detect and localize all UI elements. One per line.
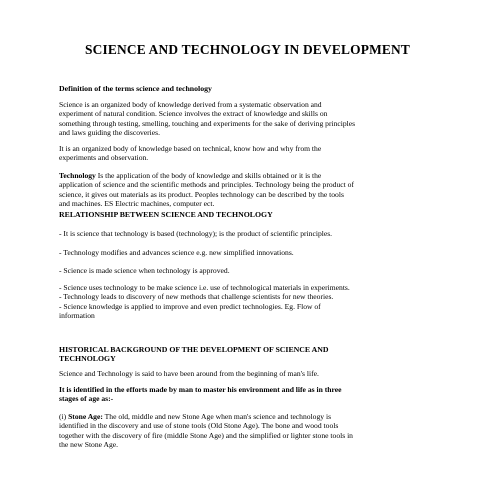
text-line: and machines. ES Electric machines, computer ect.: [59, 199, 215, 209]
text-line: It is an organized body of knowledge based on technical, know how and why from the: [59, 144, 322, 153]
relationship-heading: RELATIONSHIP BETWEEN SCIENCE AND TECHNOLOGY: [59, 210, 273, 219]
historical-heading: [59, 345, 441, 364]
list-item: - It is science that technology is based (technology); is the product of scientific principles.: [59, 229, 333, 238]
text-line: application of science and the scientific methods and principles. Technology being the product of: [59, 180, 354, 190]
paragraph-technology-definition: [59, 171, 441, 209]
text-line: experiment of natural condition. Science involves the extract of knowledge and skills on: [59, 109, 328, 119]
definition-heading: Definition of the terms science and technology: [59, 84, 212, 93]
text-line: and laws guiding the discoveries.: [59, 128, 161, 138]
text-line: science, it gives out materials as its product. Peoples technology can be described by the tools: [59, 189, 344, 199]
list-item: - Technology modifies and advances science e.g. new simplified innovations.: [59, 248, 294, 257]
stone-age-term: Stone Age:: [68, 412, 103, 421]
text-line: Is the application of the body of knowledge and skills obtained or it is the: [95, 171, 322, 180]
text-line: Science is an organized body of knowledge derived from a systematic observation and: [59, 100, 322, 109]
text-line: It is identified in the efforts made by man to master his environment and life as in three: [59, 385, 342, 394]
heading-line: TECHNOLOGY: [59, 354, 116, 364]
bold-paragraph: [59, 385, 441, 404]
text-line: The old, middle and new Stone Age when man's science and technology is: [102, 412, 332, 421]
heading-line: HISTORICAL BACKGROUND OF THE DEVELOPMENT OF SCIENCE AND: [59, 345, 329, 354]
text-line: stages of age as:-: [59, 394, 114, 404]
paragraph-stone-age: [59, 412, 441, 450]
page-title: SCIENCE AND TECHNOLOGY IN DEVELOPMENT: [84, 42, 411, 57]
list-item: - Technology leads to discovery of new methods that challenge scientists for new theories.: [59, 292, 334, 302]
text-line: identified in the discovery and use of stone tools (Old Stone Age). The bone and wood tools: [59, 421, 339, 431]
list-item: - Science is made science when technology is approved.: [59, 266, 230, 275]
paragraph-history: Science and Technology is said to have been around from the beginning of man's life.: [59, 369, 319, 378]
list-group: [59, 283, 441, 321]
text-line: experiments and observation.: [59, 153, 149, 163]
list-item: - Science knowledge is applied to improve and even predict technologies. Eg. Flow of: [59, 301, 321, 311]
text-line: something through testing, smelling, touching and experiments for the sake of deriving principles: [59, 118, 356, 128]
text-line: the new Stone Age.: [59, 440, 119, 450]
paragraph-science-definition: [59, 100, 441, 138]
list-number: (i): [59, 412, 69, 421]
paragraph-organized-knowledge: [59, 144, 441, 163]
text-line: together with the discovery of fire (middle Stone Age) and the simplified or lighter stone tools in: [59, 430, 353, 440]
list-item: - Science uses technology to be make science i.e. use of technological materials in experiments.: [59, 283, 350, 292]
technology-term: Technology: [59, 171, 96, 180]
text-line: information: [59, 311, 95, 321]
